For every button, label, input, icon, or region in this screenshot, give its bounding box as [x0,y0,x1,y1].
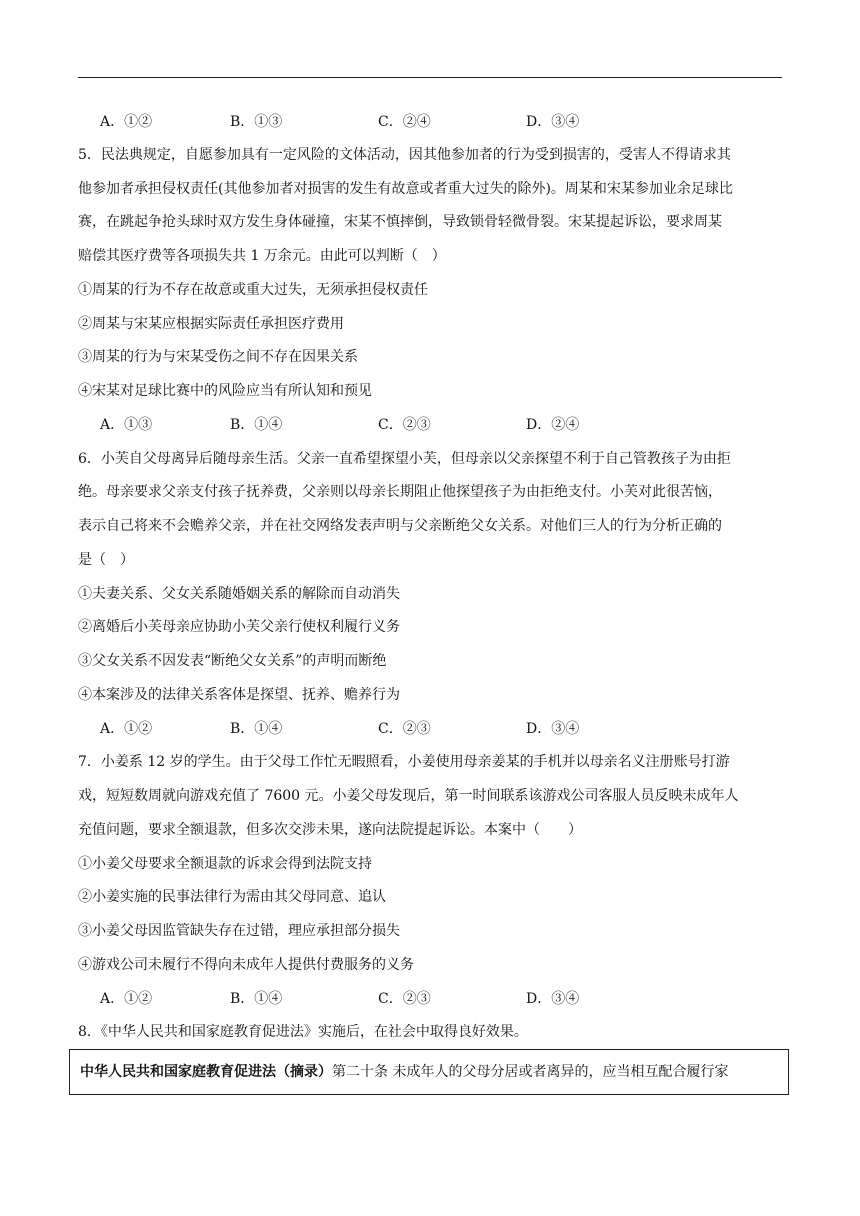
q7-option-a: A．①② [100,991,153,1007]
q5-stem-line-1: 5．民法典规定，自愿参加具有一定风险的文体活动，因其他参加者的行为受到损害的，受害人不得请求其 [78,147,731,163]
q5-option-c: C．②③ [378,417,431,433]
q7-option-b: B．①④ [230,991,283,1007]
q6-stem-line-2: 绝。母亲要求父亲支付孩子抚养费，父亲则以母亲长期阻止他探望孩子为由拒绝支付。小芙对此很苦恼， [78,484,722,500]
q7-stem-line-3: 充值问题，要求全额退款，但多次交涉未果，遂向法院提起诉讼。本案中（ ） [78,822,582,838]
q7-options [100,989,700,1009]
q6-item-2: ②离婚后小芙母亲应协助小芙父亲行使权利履行义务 [78,619,400,635]
q7-item-3: ③小姜父母因监管缺失存在过错，理应承担部分损失 [78,923,400,939]
q7-item-4: ④游戏公司未履行不得向未成年人提供付费服务的义务 [78,957,414,973]
q5-item-2: ②周某与宋某应根据实际责任承担医疗费用 [78,316,344,332]
q6-item-3: ③父女关系不因发表“断绝父女关系”的声明而断绝 [78,653,387,669]
q5-option-a: A．①③ [100,417,153,433]
q4-option-c: C．②④ [378,114,431,130]
q5-item-4: ④宋某对足球比赛中的风险应当有所认知和预见 [78,383,372,399]
q6-item-1: ①夫妻关系、父女关系随婚姻关系的解除而自动消失 [78,586,400,602]
q5-stem-line-4: 赔偿其医疗费等各项损失共 1 万余元。由此可以判断（ ） [78,248,446,264]
q6-option-d: D．③④ [526,721,580,737]
q7-option-d: D．③④ [526,991,580,1007]
q5-options [100,415,700,435]
q4-option-a: A．①② [100,114,153,130]
q7-item-1: ①小姜父母要求全额退款的诉求会得到法院支持 [78,856,372,872]
law-excerpt-text [80,1062,728,1082]
law-excerpt-title: 中华人民共和国家庭教育促进法（摘录） [80,1064,332,1080]
q7-item-2: ②小姜实施的民事法律行为需由其父母同意、追认 [78,889,386,905]
q6-option-a: A．①② [100,721,153,737]
q5-option-d: D．②④ [526,417,580,433]
q4-option-b: B．①③ [230,114,283,130]
q6-options [100,719,700,739]
q6-stem-line-4: 是（ ） [78,552,134,568]
law-excerpt-box [69,1049,789,1095]
header-rule [78,77,782,78]
q7-stem-line-2: 戏，短短数周就向游戏充值了 7600 元。小姜父母发现后，第一时间联系该游戏公司客服人员反映未成年人 [78,788,739,804]
q5-stem-line-2: 他参加者承担侵权责任(其他参加者对损害的发生有故意或者重大过失的除外)。周某和宋某参加业余足球比 [78,181,733,197]
q6-option-b: B．①④ [230,721,283,737]
q5-item-1: ①周某的行为不存在故意或重大过失，无须承担侵权责任 [78,282,428,298]
q5-stem-line-3: 赛，在跳起争抢头球时双方发生身体碰撞，宋某不慎摔倒，导致锁骨轻微骨裂。宋某提起诉讼，要求周某 [78,214,722,230]
q7-stem-line-1: 7．小姜系 12 岁的学生。由于父母工作忙无暇照看，小姜使用母亲姜某的手机并以母亲名义注册账号打游 [78,754,730,770]
q6-item-4: ④本案涉及的法律关系客体是探望、抚养、赡养行为 [78,687,400,703]
q5-option-b: B．①④ [230,417,283,433]
q6-stem-line-3: 表示自己将来不会赡养父亲，并在社交网络发表声明与父亲断绝父女关系。对他们三人的行为分析正确的 [78,518,722,534]
q6-option-c: C．②③ [378,721,431,737]
q8-stem: 8．《中华人民共和国家庭教育促进法》实施后，在社会中取得良好效果。 [78,1024,528,1040]
q4-option-d: D．③④ [526,114,580,130]
q6-stem-line-1: 6．小芙自父母离异后随母亲生活。父亲一直希望探望小芙，但母亲以父亲探望不利于自己管教孩子为由拒 [78,451,731,467]
q5-item-3: ③周某的行为与宋某受伤之间不存在因果关系 [78,349,358,365]
q4-options [100,112,700,132]
q7-option-c: C．②③ [378,991,431,1007]
law-excerpt-article: 第二十条 未成年人的父母分居或者离异的，应当相互配合履行家 [332,1064,729,1080]
